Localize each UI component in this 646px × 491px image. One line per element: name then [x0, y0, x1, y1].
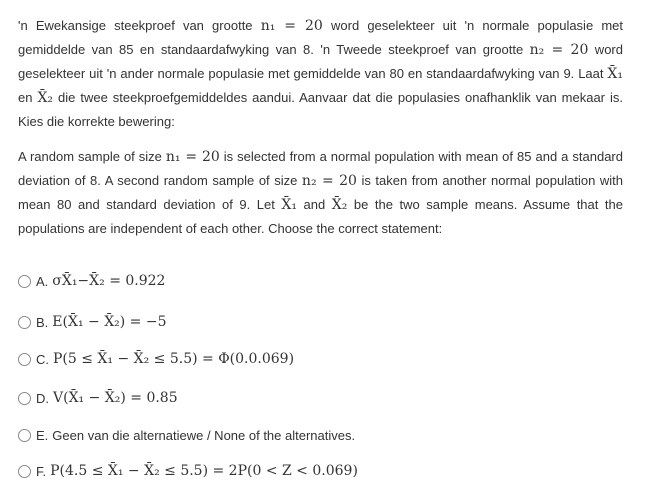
option-expression: σX̄₁−X̄₂ = 0.922 — [52, 273, 166, 289]
option-letter: D. — [36, 390, 49, 406]
question-english — [18, 145, 623, 241]
option-letter: F. — [36, 463, 47, 479]
option-letter: B. — [36, 314, 49, 330]
text-segment: is selected from a normal population with mean of 85 and a standard deviation of 8. A second random sample of size — [18, 149, 623, 188]
radio-option-b[interactable] — [18, 316, 31, 329]
option-letter: E. — [36, 427, 49, 443]
math-n2: n₂ = 20 — [301, 173, 357, 189]
math-n2: n₂ = 20 — [529, 42, 589, 58]
option-expression: V(X̄₁ − X̄₂) = 0.85 — [53, 390, 178, 406]
option-letter: A. — [36, 273, 49, 289]
option-letter: C. — [36, 351, 49, 367]
math-n1: n₁ = 20 — [165, 149, 220, 165]
radio-option-c[interactable] — [18, 353, 31, 366]
radio-option-d[interactable] — [18, 392, 31, 405]
text-segment: is taken from another normal population with mean 80 and standard deviation of 9. Let — [18, 173, 623, 212]
math-n1: n₁ = 20 — [260, 18, 323, 34]
radio-option-f[interactable] — [18, 465, 31, 478]
question-afrikaans — [18, 14, 623, 134]
option-c[interactable] — [18, 348, 294, 370]
option-expression: P(4.5 ≤ X̄₁ − X̄₂ ≤ 5.5) = 2P(0 < Z < 0.069) — [50, 463, 358, 479]
math-x2: X̄₂ — [37, 90, 54, 106]
option-a[interactable] — [18, 270, 165, 292]
math-x1: X̄₁ — [281, 197, 297, 213]
text-segment: A random sample of size — [18, 149, 166, 164]
option-b[interactable] — [18, 311, 167, 333]
radio-option-a[interactable] — [18, 275, 31, 288]
option-expression: P(5 ≤ X̄₁ − X̄₂ ≤ 5.5) = Φ(0.0.069) — [53, 351, 295, 367]
text-segment: be the two sample means. Assume that the populations are independent of each other. Choose the correct statement: — [18, 197, 623, 236]
option-text: Geen van die alternatiewe / None of the alternatives. — [52, 427, 356, 443]
option-e[interactable] — [18, 424, 355, 446]
option-d[interactable] — [18, 387, 178, 409]
text-segment: word geselekteer uit 'n ander normale populasie met gemiddelde van 80 en standaardafwyking van 9. Laat — [18, 42, 623, 81]
math-x2: X̄₂ — [331, 197, 348, 213]
radio-option-e[interactable] — [18, 429, 31, 442]
option-f[interactable] — [18, 460, 358, 482]
text-segment: die twee steekproefgemiddeldes aandui. Aanvaar dat die populasies onafhanklik van mekaar is. Kies die korrekte bewering: — [18, 90, 623, 129]
text-segment: 'n Ewekansige steekproef van grootte — [18, 18, 261, 33]
text-segment: en — [18, 90, 38, 105]
option-expression: E(X̄₁ − X̄₂) = −5 — [52, 314, 167, 330]
text-segment: word geselekteer uit 'n normale populasie met gemiddelde van 85 en standaardafwyking van 8. 'n Tweede steekproef van grootte — [18, 18, 623, 57]
text-segment: and — [296, 197, 332, 212]
math-x1: X̄₁ — [607, 66, 623, 82]
